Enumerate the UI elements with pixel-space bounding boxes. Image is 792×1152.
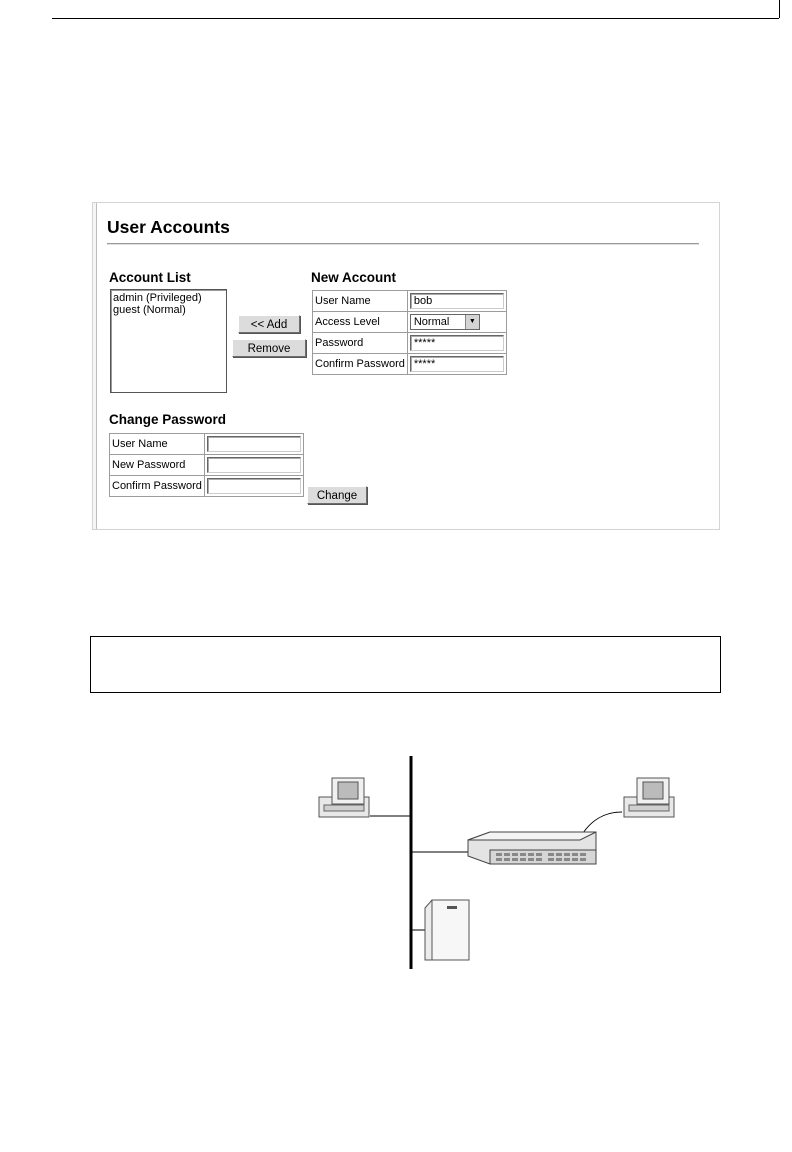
new-account-label: New Account [311,270,397,285]
change-new-password-label: New Password [110,455,205,476]
new-user-name-input[interactable]: bob [410,293,504,309]
add-button[interactable]: << Add [238,315,300,333]
confirm-password-label: Confirm Password [313,354,408,375]
account-listbox[interactable] [110,289,227,393]
user-accounts-panel [92,202,720,530]
note-box [90,636,721,693]
access-level-select[interactable] [410,314,480,330]
access-level-label: Access Level [313,312,408,333]
network-diagram [300,750,700,975]
server-icon [425,900,469,960]
change-confirm-password-label: Confirm Password [110,476,205,497]
change-user-name-input[interactable] [207,436,301,452]
new-account-form [312,290,507,375]
change-password-form [109,433,304,497]
account-list-item[interactable]: admin (Privileged) [113,292,202,304]
change-new-password-input[interactable] [207,457,301,473]
page-header-rule [52,18,779,19]
change-confirm-password-input[interactable] [207,478,301,494]
change-button[interactable]: Change [307,486,367,504]
account-list-label: Account List [109,270,191,285]
change-password-label: Change Password [109,412,227,427]
chevron-down-icon[interactable]: ▼ [465,315,479,329]
switch-icon [468,832,596,864]
new-confirm-password-input[interactable]: ***** [410,356,504,372]
account-list-item[interactable]: guest (Normal) [113,304,186,316]
workstation-icon [624,778,674,817]
new-password-input[interactable]: ***** [410,335,504,351]
page-header-rule-end [779,0,780,18]
workstation-icon [319,778,369,817]
remove-button[interactable]: Remove [232,339,306,357]
user-name-label: User Name [313,291,408,312]
panel-body [96,203,719,529]
password-label: Password [313,333,408,354]
access-level-value: Normal [413,316,450,328]
title-divider [107,243,699,245]
page-title: User Accounts [107,217,230,237]
change-user-name-label: User Name [110,434,205,455]
